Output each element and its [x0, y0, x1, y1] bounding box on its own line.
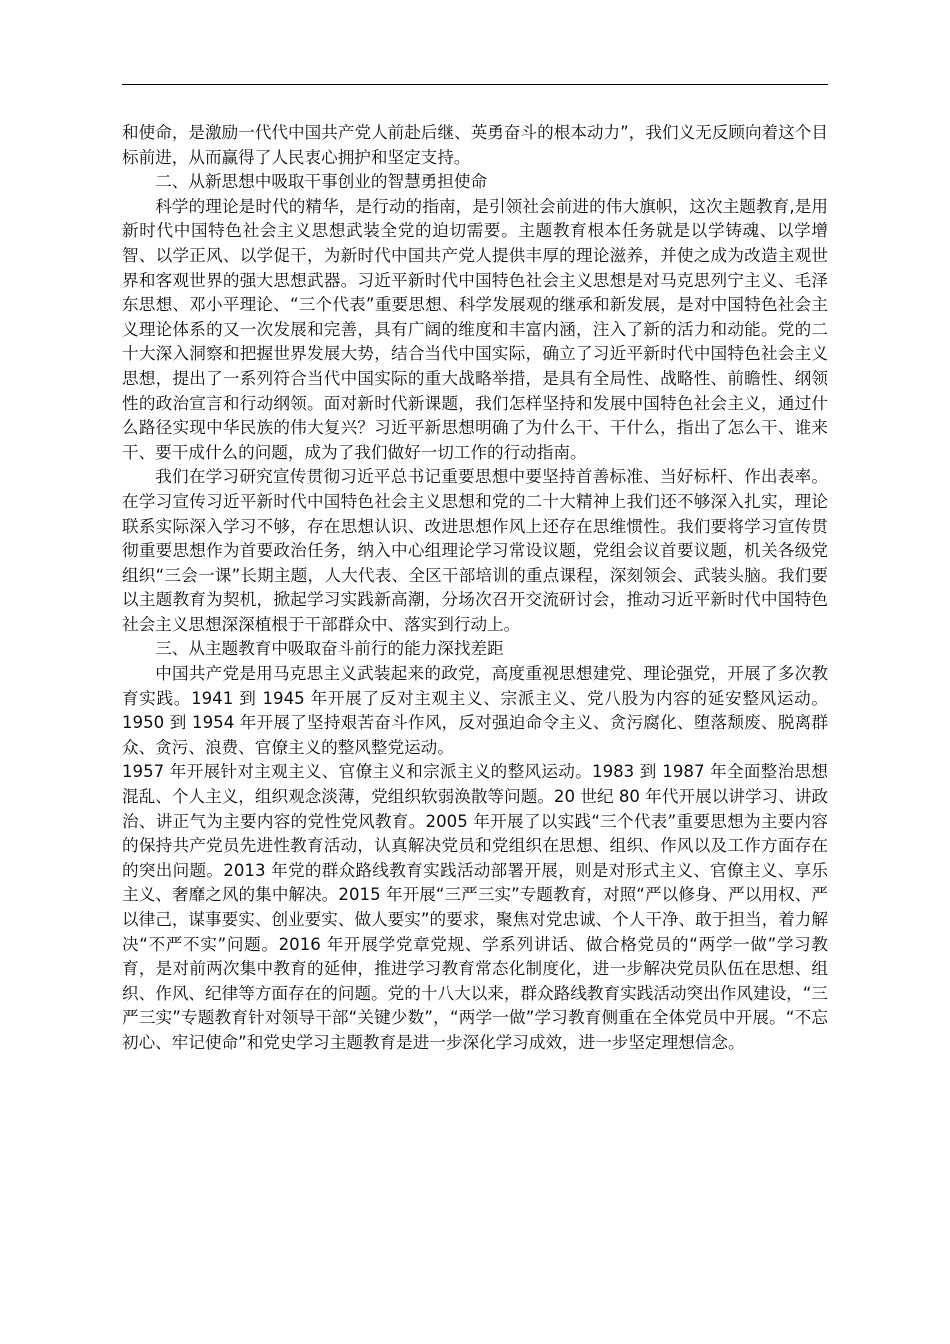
paragraph-history: 中国共产党是用马克思主义武装起来的政党，高度重视思想建党、理论强党，开展了多次教育实践。1941 到 1945 年开展了反对主观主义、宗派主义、党八股为内容的延安整风运动。1950 到 1954 年开展了坚持艰苦奋斗作风，反对强迫命令主义、贪污腐化、堕落颓废、脱离群众、贪污、浪费、官僚主义的整风整党运动。 [122, 664, 828, 757]
document-body [122, 121, 828, 1056]
paragraph-study: 我们在学习研究宣传贯彻习近平总书记重要思想中要坚持首善标准、当好标杆、作出表率。在学习宣传习近平新时代中国特色社会主义思想和党的二十大精神上我们还不够深入扎实，理论联系实际深入学习不够，存在思想认识、改进思想作风上还存在思维惯性。我们要将学习宣传贯彻重要思想作为首要政治任务，纳入中心组理论学习常设议题，党组会议首要议题，机关各级党组织“三会一课”长期主题，人大代表、全区干部培训的重点课程，深刻领会、武装头脑。我们要以主题教育为契机，掀起学习实践新高潮，分场次召开交流研讨会，推动习近平新时代中国特色社会主义思想深深植根于干部群众中、落实到行动上。 [122, 467, 828, 634]
paragraph-history-continued: 1957 年开展针对主观主义、官僚主义和宗派主义的整风运动。1983 到 1987 年全面整治思想混乱、个人主义，组织观念淡薄，党组织软弱涣散等问题。20 世纪 80 年代开展以讲学习、讲政治、讲正气为主要内容的党性党风教育。2005 年开展了以实践“三个代表”重要思想为主要内容的保持共产党员先进性教育活动，认真解决党员和党组织在思想、组织、作风以及工作方面存在的突出问题。2013 年党的群众路线教育实践活动部署开展，则是对形式主义、官僚主义、享乐主义、奢靡之风的集中解决。2015 年开展“三严三实”专题教育，对照“严以修身、严以用权、严以律己，谋事要实、创业要实、做人要实”的要求，聚焦对党忠诚、个人干净、敢于担当，着力解决“不严不实”问题。2016 年开展学党章党规、学系列讲话、做合格党员的“两学一做”学习教育，是对前两次集中教育的延伸，推进学习教育常态化制度化，进一步解决党员队伍在思想、组织、作风、纪律等方面存在的问题。党的十八大以来，群众路线教育实践活动突出作风建设，“三严三实”专题教育针对领导干部“关键少数”，“两学一做”学习教育侧重在全体党员中开展。“不忘初心、牢记使命”和党史学习主题教育是进一步深化学习成效，进一步坚定理想信念。 [122, 762, 828, 1052]
paragraph-continuation: 和使命，是激励一代代中国共产党人前赴后继、英勇奋斗的根本动力”，我们义无反顾向着这个目标前进，从而赢得了人民衷心拥护和坚定支持。 [122, 123, 828, 167]
section-heading-3: 三、从主题教育中吸取奋斗前行的能力深找差距 [155, 639, 504, 659]
section-heading-2: 二、从新思想中吸取干事创业的智慧勇担使命 [155, 172, 488, 192]
header-rule [122, 84, 828, 85]
paragraph-theory: 科学的理论是时代的精华，是行动的指南，是引领社会前进的伟大旗帜，这次主题教育,是用新时代中国特色社会主义思想武装全党的迫切需要。主题教育根本任务就是以学铸魂、以学增智、以学正风、以学促干，为新时代中国共产党人提供丰厚的理论滋养，并使之成为改造主观世界和客观世界的强大思想武器。习近平新时代中国特色社会主义思想是对马克思列宁主义、毛泽东思想、邓小平理论、“三个代表”重要思想、科学发展观的继承和新发展，是对中国特色社会主义理论体系的又一次发展和完善，具有广阔的维度和丰富内涵，注入了新的活力和动能。党的二十大深入洞察和把握世界发展大势，结合当代中国实际，确立了习近平新时代中国特色社会主义思想，提出了一系列符合当代中国实际的重大战略举措，是具有全局性、战略性、前瞻性、纲领性的政治宣言和行动纲领。面对新时代新课题，我们怎样坚持和发展中国特色社会主义，通过什么路径实现中华民族的伟大复兴？习近平新思想明确了为什么干、干什么，指出了怎么干、谁来干、要干成什么的问题，成为了我们做好一切工作的行动指南。 [122, 196, 828, 462]
